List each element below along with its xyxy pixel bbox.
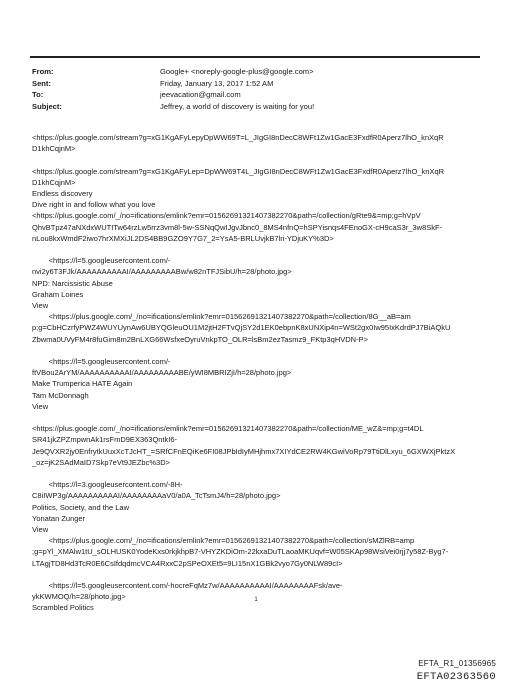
body-paragraph: <https://l=5.googleusercontent.com/-hocreFqMz7w/AAAAAAAAAAI/AAAAAAAAFsk/ave- ykKWMOQ/h=28/photo.jpg> Scrambled Politics — [32, 581, 343, 613]
header-rule — [30, 56, 480, 58]
to-label: To: — [32, 90, 44, 99]
page-number: 1 — [254, 597, 258, 603]
header-row-sent — [32, 78, 472, 90]
body-paragraph: <https://plus.google.com/stream?g=xG1KgAFyLepyDpWW69T=L_JIgGI8nDecC8WFt1Zw1GacE3FxdfR0Aperz7lhO_knXqR D1khCqjnM> — [32, 133, 444, 154]
email-header — [32, 66, 472, 112]
header-row-subject — [32, 101, 472, 113]
sent-label: Sent: — [32, 78, 51, 88]
header-row-to — [32, 89, 472, 101]
to-value: jeevacation@gmail.com — [160, 90, 241, 99]
from-value: Google+ <noreply-google-plus@google.com> — [160, 67, 314, 76]
document-id-small: EFTA_R1_01356965 — [418, 659, 496, 668]
body-paragraph: <https://l=3.googleusercontent.com/-8H- C8iIWP3g/AAAAAAAAAAI/AAAAAAAAaV0/a0A_TcTsmJ4/h=28/photo.jpg> Politics, Society, and the Law Yonatan Zunger View <https://plus.google.com/_/no=ifications/emlink?emr=01562691321407382270&path=/collection/sMZlRB=amp ;g=pYl_XMAlw1tU_sOLHUSK0YodeKxs0rkjkhpB7-VHYZKDiOm-22kxaDuTLaoaMKUqvf=W05SKAp98WsiVei0rjj7y58Z-Byg7- LTAgjTD8Hd3TcR0E6CsIfdqdmcVCA4RxxC2pSPeOXEt5=9LI15nX1GBk2vyo7Gy0NLW89cI> — [32, 480, 449, 568]
body-paragraph: <https://plus.google.com/_/no=ifications/emlink?emr=01562691321407382270&path=/collection/ME_wZ&=mp;g=t4DL SR41jkZPZmpwnAk1rsFmD9EX363QntkI6- Je9QVXR2jy0EnfrytkUuxXcTJcHT_=SRfCFnEQiKe6FI08JPbIdIyMHjhmx7XIYdCE2RW4KGwiVoRp79TtiDlLxyu_6GXWXjPktzX _oz=jK2SAdMaID7Skp7eVt9JEZbc%3D> — [32, 424, 456, 467]
email-body — [32, 132, 482, 614]
subject-label: Subject: — [32, 101, 62, 111]
body-paragraph: <https://plus.google.com/stream?g=xG1KgAFyLep=DpWW69T4L_JIgGI8nDecC8WFt1Zw1GacE3FxdfR0Aperz7lhO_knXqR D1khCqjnM> Endless discovery Dive right in and follow what you love <https://plus.google.com/_/no=ifications/emlink?emr=01562691321407382270&path=/collection/gRte9&=mp;g=hVpV QhvBTpz47aNXdxWUTITw64rzLw5rrz3vm8l-5w-SSNqQwIJgvJbnc0_8MS4nfnQ=hSPYisnqs4FEnoGX-cH9caS3r_3w8SkF- nLou8kxWmdF2iwo7hrXMXiJL2DS4BB9GZO9Y7G7_2=YsA5-BRLUvjkB7lri-YDjuKY%3D> — [32, 166, 445, 243]
body-paragraph: <https://l=5.googleusercontent.com/- ftVBou2ArYM/AAAAAAAAAAI/AAAAAAAAABE/yWI8MBRIZjI/h=28/photo.jpg> Make Trumperica HATE Again Tam McDonnagh View — [32, 357, 292, 411]
body-paragraph: <https://l=5.googleusercontent.com/- nvi2y6T3FJk/AAAAAAAAAAI/AAAAAAAAABw/w82nTFJSibU/h=28/photo.jpg> NPD: Narcissistic Abuse Graham Loines View <https://plus.google.com/_/no=ifications/emlink?emr=01562691321407382270&path=/collection/8G__aB=am p;g=CbHCzrfyPWZ4WUYUynAw6UBYQGleuOU1M2jtH2FTvQjSY2d1EK0ebpnK8xUNXip4n=WSt2gx0Iw95IxKdrdPJ7BiAQkU Zbwma0UVyFM4r8fuGim8m2BnLXG66WsfxeOyruVnkpTO_OLR=lsBm2ezTasmz9_FKtp3qHVDN-P> — [32, 256, 451, 344]
header-row-from — [32, 66, 472, 78]
from-label: From: — [32, 67, 54, 76]
sent-value: Friday, January 13, 2017 1:52 AM — [160, 78, 274, 88]
subject-value: Jeffrey, a world of discovery is waiting for you! — [160, 101, 315, 111]
document-id-bates: EFTA02363560 — [416, 671, 496, 683]
